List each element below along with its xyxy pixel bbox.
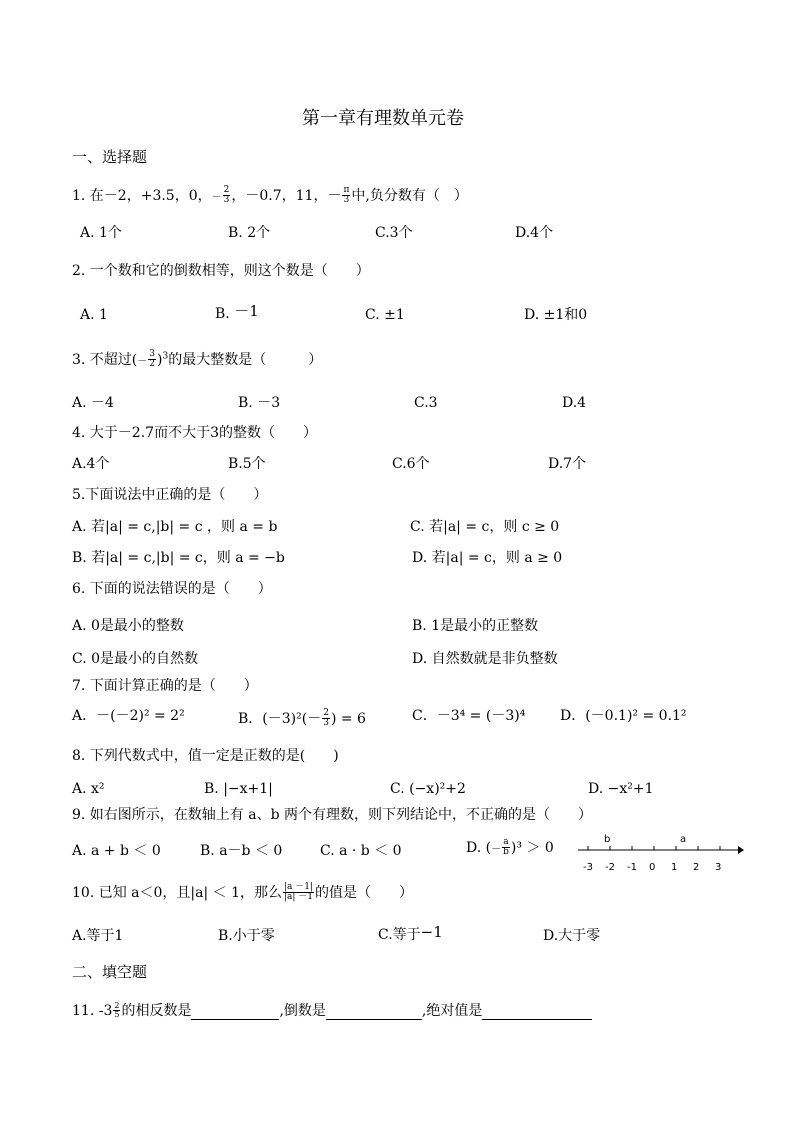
section-heading-fill: 二、填空题 — [72, 963, 148, 981]
q4-option-d[interactable]: D.7个 — [548, 456, 587, 472]
q7-option-b[interactable]: B．(－3)²(－ $\frac{2}{3}$ ) = 6 — [238, 708, 366, 729]
q9-option-c[interactable]: C. a · b ＜ 0 — [320, 843, 402, 859]
q5-option-c[interactable]: C. 若|a| = c，则 c ≥ 0 — [410, 519, 560, 535]
q1-suffix: 中,负分数有（ ） — [351, 187, 468, 204]
question-9-stem: 9. 如右图所示，在数轴上有 a、b 两个有理数，则下列结论中，不正确的是（ ） — [72, 807, 593, 823]
q8-option-a[interactable]: A. x² — [72, 781, 105, 797]
q2-option-a[interactable]: A. 1 — [80, 307, 108, 323]
q8-option-d[interactable]: D. −x²+1 — [588, 781, 654, 797]
question-3-stem: 3. 不超过(－ $\frac{3}{2}$ )$^3$的最大整数是（ ） — [72, 349, 323, 370]
q3-option-b[interactable]: B. －3 — [238, 395, 281, 411]
question-11-stem: 11. -3 $\frac{2}{5}$ 的相反数是 ,倒数是 ,绝对值是 — [72, 1002, 592, 1020]
number-line-tick-label: 0 — [649, 862, 656, 873]
question-6-stem: 6. 下面的说法错误的是（ ） — [72, 581, 272, 597]
q1-option-a[interactable]: A. 1个 — [80, 225, 122, 241]
q7-option-d[interactable]: D．(－0.1)² = 0.1² — [560, 708, 687, 724]
point-a-label: a — [680, 834, 687, 845]
q6-option-a[interactable]: A. 0是最小的整数 — [72, 618, 184, 634]
page-title: 第一章有理数单元卷 — [302, 108, 464, 129]
number-line-tick-label: 1 — [671, 862, 678, 873]
q11-blank-reciprocal[interactable] — [326, 1005, 422, 1020]
q4-option-a[interactable]: A.4个 — [72, 456, 110, 472]
q2-option-c[interactable]: C. ±1 — [365, 307, 405, 323]
q8-option-c[interactable]: C. (−x)²+2 — [390, 781, 466, 797]
q5-option-d[interactable]: D. 若|a| = c，则 a ≥ 0 — [412, 550, 563, 566]
number-line-tick-label: 2 — [693, 862, 700, 873]
question-1-stem — [72, 186, 468, 206]
q2-option-d[interactable]: D. ±1和0 — [524, 307, 588, 323]
question-8-stem: 8. 下列代数式中，值一定是正数的是( ) — [72, 748, 339, 764]
number-line-tick-label: -1 — [627, 862, 637, 873]
q3-fraction: $\frac{3}{2}$ — [149, 349, 156, 370]
number-line-tick-label: 3 — [715, 862, 722, 873]
question-7-stem: 7. 下面计算正确的是（ ） — [72, 678, 258, 694]
number-line-tick-label: -2 — [605, 862, 615, 873]
q1-option-b[interactable]: B. 2个 — [228, 225, 271, 241]
q6-option-c[interactable]: C. 0是最小的自然数 — [72, 651, 199, 667]
point-b-label: b — [604, 834, 611, 845]
q10-option-a[interactable]: A.等于1 — [72, 928, 124, 944]
question-2-stem: 2. 一个数和它的倒数相等，则这个数是（ ） — [72, 263, 370, 279]
q4-option-b[interactable]: B.5个 — [228, 456, 266, 472]
q6-option-b[interactable]: B. 1是最小的正整数 — [412, 618, 539, 634]
q3-option-a[interactable]: A. －4 — [72, 395, 114, 411]
q8-option-b[interactable]: B. |−x+1| — [204, 781, 273, 797]
q9-option-d[interactable]: D. (－ $\frac{a}{b}$ )³ ＞ 0 — [466, 837, 554, 858]
q3-option-c[interactable]: C.3 — [414, 395, 438, 411]
q7-option-a[interactable]: A．－(－2)² = 2² — [72, 708, 185, 724]
q5-option-a[interactable]: A. 若|a| = c,|b| = c ，则 a = b — [72, 519, 278, 535]
q1-fraction-1: $\frac{2}{3}$ — [223, 185, 230, 206]
question-4-stem: 4. 大于－2.7而不大于3的整数（ ） — [72, 425, 317, 441]
section-heading-choice: 一、选择题 — [72, 148, 148, 166]
q10-option-c[interactable]: C.等于−1 — [378, 923, 443, 943]
q9-option-b[interactable]: B. a－b ＜ 0 — [200, 843, 283, 859]
q4-option-c[interactable]: C.6个 — [392, 456, 430, 472]
q10-fraction: $\frac{|a -1|}{|a| -1}$ — [284, 882, 314, 903]
q1-option-c[interactable]: C.3个 — [375, 225, 413, 241]
question-5-stem: 5.下面说法中正确的是（ ） — [72, 487, 268, 503]
q5-option-b[interactable]: B. 若|a| = c,|b| = c，则 a = −b — [72, 550, 285, 566]
q2-option-b[interactable]: B. －1 — [215, 302, 259, 322]
q1-fraction-2: $\frac{\pi}{3}$ — [343, 185, 350, 206]
number-line-tick-label: -3 — [583, 862, 593, 873]
q1-frac1-sign: － — [211, 191, 222, 203]
q10-option-d[interactable]: D.大于零 — [543, 928, 601, 944]
q7-option-c[interactable]: C．－3⁴ = (－3)⁴ — [412, 708, 526, 724]
q6-option-d[interactable]: D. 自然数就是非负整数 — [412, 651, 558, 667]
number-line-arrow — [738, 846, 744, 854]
q9-option-a[interactable]: A. a + b ＜ 0 — [72, 843, 161, 859]
q11-blank-opposite[interactable] — [191, 1005, 279, 1020]
question-10-stem: 10. 已知 a＜0，且|a| ＜ 1，那么 $\frac{|a -1|}{|a| -1}$ 的值是（ ） — [72, 882, 414, 903]
q1-mid: ，－0.7，11，－ — [231, 187, 342, 204]
q1-prefix: 1. 在－2，+3.5，0， — [72, 187, 212, 204]
q3-suffix: 的最大整数是（ ） — [168, 351, 323, 368]
q3-option-d[interactable]: D.4 — [562, 395, 587, 411]
q11-blank-absolute[interactable] — [482, 1005, 592, 1020]
q3-prefix: 3. 不超过( — [72, 351, 138, 368]
q10-option-b[interactable]: B.小于零 — [218, 928, 275, 944]
q1-option-d[interactable]: D.4个 — [515, 225, 554, 241]
